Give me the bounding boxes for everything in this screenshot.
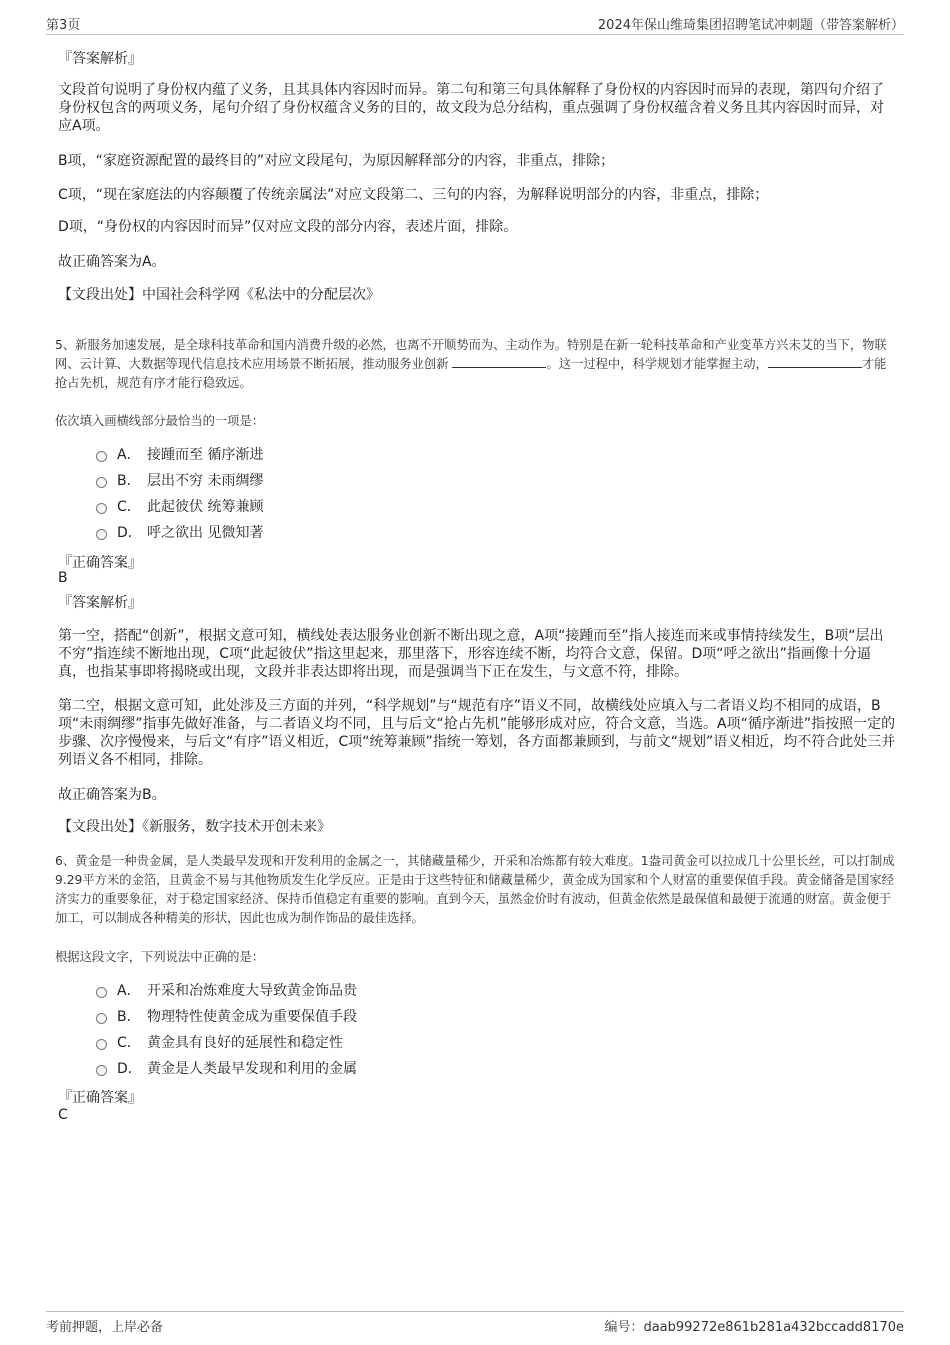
document-id: 编号：daab99272e861b281a432bccadd8170e xyxy=(604,1320,904,1335)
question-6-prompt: 根据这段文字，下列说法中正确的是： xyxy=(55,950,265,964)
analysis-paragraph: 第二空，根据文意可知，此处涉及三方面的并列，“科学规划”与“规范有序”语义不同，故横线处应填入与二者语义均不相同的成语，B项“未雨绸缪”指事先做好准备，与二者语义均不同，且与后文“抢占先机”能够形成对应，符合文意，当选。A项“循序渐进”指按照一定的步骤、次序慢慢来，与后文“有序”语义相近，C项“统筹兼顾”指统一筹划，各方面都兼顾到，与前文“规划”语义相近，均不符合此处三并列语义各不相同，排除。 xyxy=(58,698,896,768)
radio-button[interactable] xyxy=(96,451,107,462)
answer-label: 『正确答案』 xyxy=(58,555,142,571)
analysis-label: 『答案解析』 xyxy=(58,595,142,611)
analysis-conclusion: 故正确答案为B。 xyxy=(58,787,166,803)
q6-option-a[interactable]: A． 开采和冶炼难度大导致黄金饰品贵 xyxy=(96,981,357,1001)
correct-answer: C xyxy=(58,1107,68,1123)
source-citation: 【文段出处】《新服务，数字技术开创未来》 xyxy=(58,819,331,835)
document-title: 2024年保山维琦集团招聘笔试冲刺题（带答案解析） xyxy=(597,18,904,33)
radio-button[interactable] xyxy=(96,1013,107,1024)
q5-option-d[interactable]: D． 呼之欲出 见微知著 xyxy=(96,523,263,543)
source-citation: 【文段出处】中国社会科学网《私法中的分配层次》 xyxy=(58,287,380,303)
q6-option-b[interactable]: B． 物理特性使黄金成为重要保值手段 xyxy=(96,1007,357,1027)
footer-slogan: 考前押题，上岸必备 xyxy=(46,1320,164,1335)
correct-answer: B xyxy=(58,570,68,586)
analysis-conclusion: 故正确答案为A。 xyxy=(58,254,166,270)
analysis-label: 『答案解析』 xyxy=(58,51,142,67)
analysis-paragraph: C项，“现在家庭法的内容颠覆了传统亲属法”对应文段第二、三句的内容，为解释说明部分的内容，非重点，排除； xyxy=(58,187,769,203)
analysis-paragraph: 第一空，搭配“创新”，根据文意可知，横线处表达服务业创新不断出现之意，A项“接踵而至”指人接连而来或事情持续发生，B项“层出不穷”指连续不断地出现，C项“此起彼伏”指这里起来，那里落下，形容连续不断，均符合文意，保留。D项“呼之欲出”指画像十分逼真，也指某事即将揭晓或出现，文段并非表达即将出现，而是强调当下正在发生，与文意不符，排除。 xyxy=(58,628,884,680)
radio-button[interactable] xyxy=(96,529,107,540)
radio-button[interactable] xyxy=(96,1065,107,1076)
radio-button[interactable] xyxy=(96,1039,107,1050)
radio-button[interactable] xyxy=(96,477,107,488)
answer-label: 『正确答案』 xyxy=(58,1090,142,1106)
analysis-paragraph: B项，“家庭资源配置的最终目的”对应文段尾句，为原因解释部分的内容，非重点，排除； xyxy=(58,153,615,169)
question-6-text: 6、黄金是一种贵金属，是人类最早发现和开发利用的金属之一，其储藏量稀少，开采和冶炼都有较大难度。1盎司黄金可以拉成几十公里长丝，可以打制成9.29平方米的金箔，且黄金不易与其他物质发生化学反应。正是由于这些特征和储藏量稀少，黄金成为国家和个人财富的重要保值手段。黄金储备是国家经济实力的重要象征，对于稳定国家经济、保持币值稳定有重要的影响。直到今天，虽然金价时有波动，但黄金依然是最保值和最便于流通的财富。黄金便于加工，可以制成各种精美的形状，因此也成为制作饰品的最佳选择。 xyxy=(55,854,895,925)
q6-option-d[interactable]: D． 黄金是人类最早发现和利用的金属 xyxy=(96,1059,357,1079)
fill-blank-2 xyxy=(768,355,862,368)
fill-blank-1 xyxy=(452,355,546,368)
question-5-text: 5、新服务加速发展，是全球科技革命和国内消费升级的必然，也离不开顺势而为、主动作为。特别是在新一轮科技革命和产业变革方兴未艾的当下，物联网、云计算、大数据等现代信息技术应用场景不断拓展，推动服务业创新 。这一过程中，科学规划才能掌握主动， 才能抢占先机，规范有序才能行稳致远。 xyxy=(55,338,887,390)
q5-option-b[interactable]: B． 层出不穷 未雨绸缪 xyxy=(96,471,263,491)
analysis-paragraph: 文段首句说明了身份权内蕴了义务，且其具体内容因时而异。第二句和第三句具体解释了身份权的内容因时而异的表现，第四句介绍了身份权包含的两项义务，尾句介绍了身份权蕴含义务的目的，故文段为总分结构，重点强调了身份权蕴含着义务且其内容因时而异，对应A项。 xyxy=(58,82,884,134)
q5-option-c[interactable]: C． 此起彼伏 统筹兼顾 xyxy=(96,497,263,517)
page-footer xyxy=(46,1311,904,1334)
page-header xyxy=(46,12,904,35)
page-number: 第3页 xyxy=(46,18,81,33)
radio-button[interactable] xyxy=(96,503,107,514)
radio-button[interactable] xyxy=(96,987,107,998)
q6-option-c[interactable]: C． 黄金具有良好的延展性和稳定性 xyxy=(96,1033,343,1053)
question-5-prompt: 依次填入画横线部分最恰当的一项是： xyxy=(55,414,265,428)
q5-option-a[interactable]: A． 接踵而至 循序渐进 xyxy=(96,445,263,465)
analysis-paragraph: D项，“身份权的内容因时而异”仅对应文段的部分内容，表述片面，排除。 xyxy=(58,219,518,235)
